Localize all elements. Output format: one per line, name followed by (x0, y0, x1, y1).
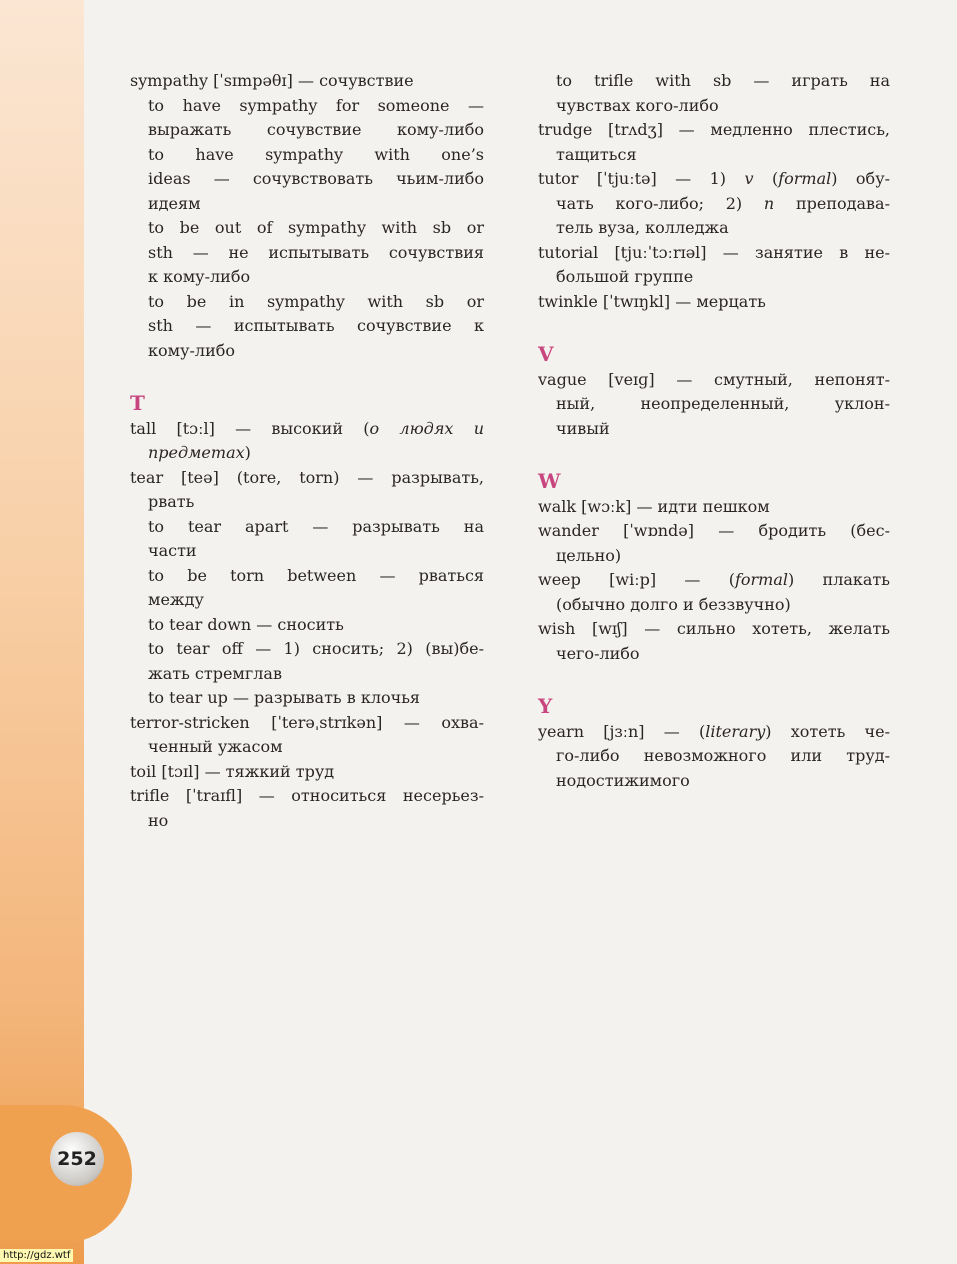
glossary-line (538, 617, 890, 642)
entry-text: части (148, 541, 197, 560)
watermark-link[interactable]: http://gdz.wtf (0, 1249, 73, 1262)
glossary-line (130, 784, 484, 809)
entry-text: идеям (148, 193, 201, 213)
entry-text: wish [wɪʃ] — сильно хотеть, желать (538, 619, 890, 638)
glossary-line (130, 290, 484, 315)
entry-text: to tear up — разрывать в клочья (148, 688, 420, 707)
glossary-line (538, 769, 890, 794)
entry-text: walk [wɔːk] — идти пешком (538, 496, 770, 516)
entry-text: нодостижимого (556, 770, 690, 790)
entry-text: ( (753, 169, 779, 188)
section-letter-text: V (538, 341, 554, 366)
glossary-line (538, 495, 890, 520)
entry-text: terror-stricken [ˈterəˌstrɪkən] — охва- (130, 712, 484, 732)
entry-text: ный, неопределенный, уклон- (556, 394, 890, 413)
glossary-line (130, 564, 484, 589)
glossary-line (538, 720, 890, 745)
entry-text: weep [wiːp] — ( (538, 570, 735, 589)
italic-text: о людях и (369, 418, 484, 438)
glossary-line (538, 69, 890, 94)
glossary-line (130, 490, 484, 515)
glossary-line (538, 744, 890, 769)
glossary-line (538, 118, 890, 143)
entry-text: tutor [ˈtjuːtə] — 1) (538, 169, 745, 188)
italic-text: предметах (148, 443, 245, 462)
glossary-line (538, 265, 890, 290)
entry-text: trudge [trʌdʒ] — медленно плестись, (538, 120, 890, 139)
glossary-line (130, 192, 484, 217)
glossary-left-column (130, 69, 484, 833)
glossary-line (538, 192, 890, 217)
entry-text: toil [tɔɪl] — тяжкий труд (130, 761, 335, 781)
glossary-line (130, 760, 484, 785)
glossary-line (130, 417, 484, 442)
entry-text: рвать (148, 492, 195, 511)
entry-text: но (148, 810, 169, 830)
entry-text: между (148, 590, 204, 609)
glossary-line (130, 94, 484, 119)
italic-text: literary (705, 721, 766, 741)
section-letter-text: T (130, 390, 145, 415)
section-letter (538, 666, 890, 720)
entry-text: чего-либо (556, 643, 640, 663)
glossary-line (130, 686, 484, 711)
entry-text: выражать сочувствие кому-либо (148, 120, 484, 139)
entry-text: to have sympathy with one’s (148, 144, 484, 164)
glossary-right-column (538, 69, 890, 793)
entry-text: sympathy [ˈsɪmpəθɪ] — сочувствие (130, 71, 414, 90)
entry-text: to have sympathy for someone — (148, 95, 484, 115)
entry-text: sth — испытывать сочувствие к (148, 316, 484, 335)
entry-text: to tear apart — разрывать на (148, 516, 484, 536)
entry-text: ideas — сочувствовать чьим-либо (148, 169, 484, 188)
glossary-line (538, 519, 890, 544)
glossary-line (130, 809, 484, 834)
entry-text: ) плакать (787, 570, 890, 589)
glossary-line (130, 339, 484, 364)
section-letter (130, 363, 484, 417)
entry-text: tear [teə] (tore, torn) — разрывать, (130, 467, 484, 487)
entry-text: чивый (556, 418, 610, 438)
entry-text: тель вуза, колледжа (556, 218, 729, 237)
entry-text: (обычно долго и беззвучно) (556, 594, 791, 614)
glossary-line (538, 241, 890, 266)
glossary-line (130, 613, 484, 638)
glossary-line (538, 593, 890, 618)
page-edge-strip (0, 0, 84, 1264)
entry-text: ) (244, 443, 251, 462)
glossary-line (130, 265, 484, 290)
entry-text: vague [veɪɡ] — смутный, непонят- (538, 369, 890, 389)
entry-text: twinkle [ˈtwɪŋkl] — мерцать (538, 291, 766, 311)
entry-text: to tear down — сносить (148, 614, 344, 634)
glossary-line (130, 69, 484, 94)
section-letter (538, 441, 890, 495)
entry-text: к кому-либо (148, 267, 251, 286)
entry-text: ) хотеть че- (765, 721, 890, 741)
glossary-line (130, 662, 484, 687)
entry-text: большой группе (556, 267, 694, 286)
entry-text: to be in sympathy with sb or (148, 291, 484, 311)
glossary-line (130, 167, 484, 192)
glossary-line (130, 118, 484, 143)
glossary-line (538, 216, 890, 241)
entry-text: ) обу- (831, 169, 890, 188)
glossary-line (130, 711, 484, 736)
glossary-line (538, 544, 890, 569)
entry-text: tall [tɔːl] — высокий ( (130, 418, 370, 438)
entry-text: to trifle with sb — играть на (556, 71, 890, 90)
entry-text: тащиться (556, 144, 637, 164)
glossary-line (130, 735, 484, 760)
glossary-line (130, 588, 484, 613)
glossary-line (130, 539, 484, 564)
glossary-line (538, 368, 890, 393)
section-letter-text: Y (538, 693, 553, 718)
entry-text: yearn [jɜːn] — ( (538, 721, 706, 741)
glossary-line (130, 216, 484, 241)
glossary-line (538, 392, 890, 417)
glossary-line (130, 314, 484, 339)
entry-text: чать кого-либо; 2) (556, 193, 764, 213)
entry-text: чувствах кого-либо (556, 95, 719, 115)
entry-text: to tear off — 1) сносить; 2) (вы)бе- (148, 639, 484, 658)
italic-text: formal (734, 570, 788, 589)
section-letter-text: W (538, 468, 561, 493)
page-number: 252 (50, 1132, 104, 1186)
entry-text: ченный ужасом (148, 737, 283, 756)
glossary-line (538, 290, 890, 315)
glossary-line (538, 143, 890, 168)
entry-text: tutorial [tjuːˈtɔːrɪəl] — занятие в не- (538, 242, 890, 262)
entry-text: to be torn between — рваться (148, 565, 484, 585)
glossary-line (538, 568, 890, 593)
glossary-line (130, 466, 484, 491)
entry-text: цельно) (556, 545, 622, 565)
glossary-line (538, 94, 890, 119)
entry-text: преподава- (774, 193, 890, 213)
italic-text: formal (778, 169, 832, 188)
glossary-line (130, 515, 484, 540)
entry-text: to be out of sympathy with sb or (148, 218, 484, 237)
entry-text: sth — не испытывать сочувствия (148, 242, 484, 262)
glossary-line (130, 637, 484, 662)
entry-text: wander [ˈwɒndə] — бродить (бес- (538, 521, 890, 540)
entry-text: го-либо невозможного или труд- (556, 746, 890, 765)
section-letter (538, 314, 890, 368)
italic-text: n (763, 193, 775, 213)
glossary-line (130, 143, 484, 168)
entry-text: жать стремглав (148, 663, 282, 683)
glossary-line (538, 642, 890, 667)
glossary-line (130, 441, 484, 466)
glossary-line (130, 241, 484, 266)
entry-text: кому-либо (148, 340, 235, 360)
italic-text: v (744, 169, 754, 188)
glossary-line (538, 417, 890, 442)
entry-text: trifle [ˈtraɪfl] — относиться несерьез- (130, 786, 484, 805)
glossary-line (538, 167, 890, 192)
